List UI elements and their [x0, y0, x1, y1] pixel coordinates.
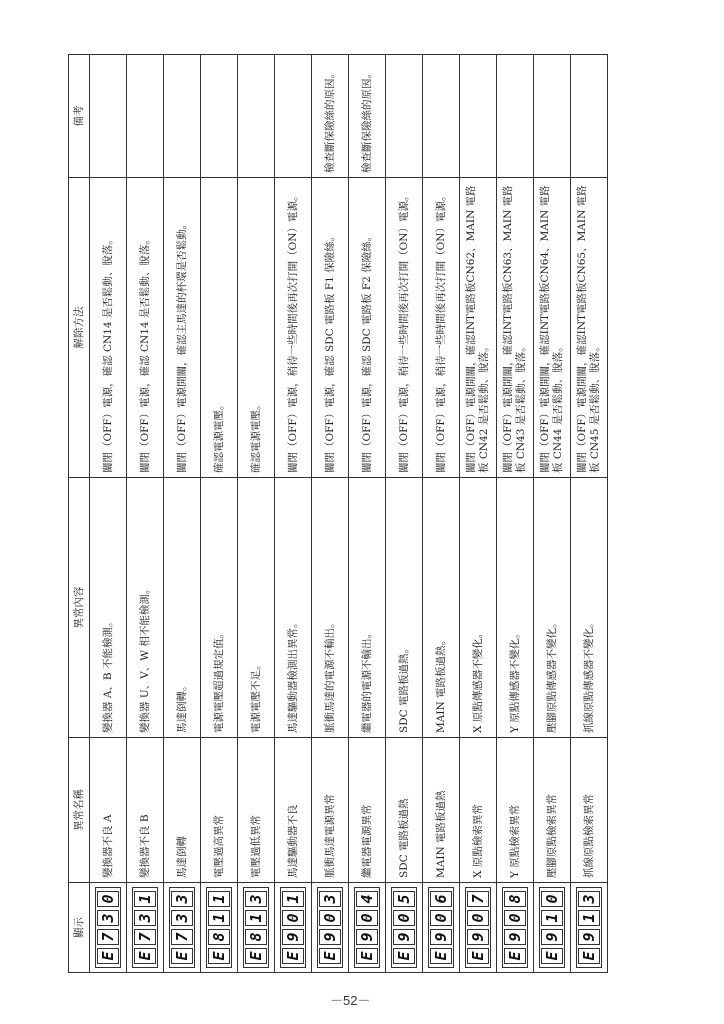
display-code-cell [312, 883, 349, 973]
segment-digit: E [356, 948, 378, 964]
page-frame [68, 55, 608, 973]
solution-cell: 關閉（OFF）電源，確認 CN14 是否鬆動、脫落。 [127, 178, 164, 478]
display-code-cell [423, 883, 460, 973]
segment-digit: 3 [171, 891, 193, 907]
segment-digit: E [208, 948, 230, 964]
error-content-cell: 脈衝馬達的電源不輸出。 [312, 478, 349, 738]
segment-digit: 9 [504, 929, 526, 945]
remark-cell [201, 55, 238, 178]
segment-digit: 9 [282, 929, 304, 945]
error-content-cell: 馬達驅動器檢測出異常。 [275, 478, 312, 738]
display-code-cell [460, 883, 497, 973]
segment-digit: 5 [393, 891, 415, 907]
segment-digit: E [319, 948, 341, 964]
seven-segment-display [391, 887, 417, 968]
seven-segment-display [317, 887, 343, 968]
header-content: 異常內容 [69, 478, 90, 738]
segment-digit: 7 [171, 929, 193, 945]
error-code-table [68, 54, 608, 973]
solution-cell: 關閉（OFF）電源，確認 SDC 電路板 F1 保險絲。 [312, 178, 349, 478]
display-code-cell [534, 883, 571, 973]
error-name-cell: 馬達驅動器不良 [275, 738, 312, 883]
solution-cell: 關閉（OFF）電源，稍待一些時間後再次打開（ON）電源。 [423, 178, 460, 478]
error-content-cell: 電源電壓超過規定值。 [201, 478, 238, 738]
error-content-cell: 壓腳原點傳感器不變化。 [534, 478, 571, 738]
header-solution: 解除方法 [69, 178, 90, 478]
segment-digit: 1 [541, 910, 563, 926]
solution-cell: 關閉（OFF）電源開關，確認INT電路板CN65、MAIN 電路板 CN45 是否鬆動、脫落。 [571, 178, 608, 478]
table-row [201, 55, 238, 973]
table-row [534, 55, 571, 973]
display-code-cell [275, 883, 312, 973]
segment-digit: 0 [319, 910, 341, 926]
display-code-cell [201, 883, 238, 973]
table-row [386, 55, 423, 973]
remark-cell [534, 55, 571, 178]
error-name-cell: 電壓過高異常 [201, 738, 238, 883]
display-code-cell [238, 883, 275, 973]
display-code-cell [127, 883, 164, 973]
seven-segment-display [243, 887, 269, 968]
seven-segment-display [280, 887, 306, 968]
table-row [127, 55, 164, 973]
table-header-row [69, 55, 90, 973]
table-body [90, 55, 608, 973]
page-number: －52－ [330, 993, 371, 1008]
table-row [312, 55, 349, 973]
error-content-cell: SDC 電路板過熱。 [386, 478, 423, 738]
seven-segment-display [465, 887, 491, 968]
header-name: 異常名稱 [69, 738, 90, 883]
segment-digit: E [430, 948, 452, 964]
segment-digit: 0 [430, 910, 452, 926]
segment-digit: 1 [208, 891, 230, 907]
error-content-cell: 抓線原點傳感器不變化。 [571, 478, 608, 738]
error-name-cell: Y 原點檢索異常 [497, 738, 534, 883]
remark-cell [127, 55, 164, 178]
seven-segment-display [502, 887, 528, 968]
segment-digit: 9 [356, 929, 378, 945]
seven-segment-display [576, 887, 602, 968]
segment-digit: 0 [467, 910, 489, 926]
solution-cell: 關閉（OFF）電源開關，確認主馬達的杯環是否鬆動。 [164, 178, 201, 478]
display-code-cell [349, 883, 386, 973]
segment-digit: E [467, 948, 489, 964]
remark-cell [275, 55, 312, 178]
error-content-cell: 馬達倒轉。 [164, 478, 201, 738]
seven-segment-display [539, 887, 565, 968]
rotated-table-wrapper [68, 55, 608, 973]
segment-digit: 8 [208, 929, 230, 945]
segment-digit: 7 [97, 929, 119, 945]
solution-cell: 關閉（OFF）電源，稍待一些時間後再次打開（ON）電源。 [275, 178, 312, 478]
remark-cell [497, 55, 534, 178]
display-code-cell [497, 883, 534, 973]
error-name-cell: 壓腳原點檢索異常 [534, 738, 571, 883]
error-content-cell: 電源電壓不足。 [238, 478, 275, 738]
solution-cell: 關閉（OFF）電源，確認 SDC 電路板 F2 保險絲。 [349, 178, 386, 478]
seven-segment-display [206, 887, 232, 968]
segment-digit: 1 [134, 891, 156, 907]
segment-digit: 3 [134, 910, 156, 926]
remark-cell [238, 55, 275, 178]
table-row [164, 55, 201, 973]
segment-digit: 0 [282, 910, 304, 926]
remark-cell [460, 55, 497, 178]
table-row [275, 55, 312, 973]
segment-digit: 0 [97, 891, 119, 907]
solution-cell: 關閉（OFF）電源，稍待一些時間後再次打開（ON）電源。 [386, 178, 423, 478]
segment-digit: E [504, 948, 526, 964]
remark-cell [386, 55, 423, 178]
remark-cell: 檢查斷保險絲的原因。 [349, 55, 386, 178]
error-content-cell: Y 原點傳感器不變化。 [497, 478, 534, 738]
error-content-cell: X 原點傳感器不變化。 [460, 478, 497, 738]
error-name-cell: 抓線原點檢索異常 [571, 738, 608, 883]
segment-digit: 1 [208, 910, 230, 926]
remark-cell [423, 55, 460, 178]
error-name-cell: SDC 電路板過熱 [386, 738, 423, 883]
error-name-cell: X 原點檢索異常 [460, 738, 497, 883]
error-content-cell: MAIN 電路板過熱。 [423, 478, 460, 738]
segment-digit: 4 [356, 891, 378, 907]
table-row [238, 55, 275, 973]
segment-digit: 7 [467, 891, 489, 907]
error-content-cell: 變換器 A、B 不能檢測。 [90, 478, 127, 738]
solution-cell: 關閉（OFF）電源開關，確認INT電路板CN63、MAIN 電路板 CN43 是否鬆動、脫落。 [497, 178, 534, 478]
solution-cell: 確認電源電壓。 [238, 178, 275, 478]
display-code-cell [164, 883, 201, 973]
segment-digit: 1 [245, 910, 267, 926]
solution-cell: 確認電源電壓。 [201, 178, 238, 478]
seven-segment-display [132, 887, 158, 968]
error-name-cell: 脈衝馬達電源異常 [312, 738, 349, 883]
error-name-cell: 馬達倒轉 [164, 738, 201, 883]
segment-digit: 3 [171, 910, 193, 926]
segment-digit: 9 [393, 929, 415, 945]
seven-segment-display [354, 887, 380, 968]
error-content-cell: 繼電器的電源不輸出。 [349, 478, 386, 738]
remark-cell [90, 55, 127, 178]
segment-digit: 0 [504, 910, 526, 926]
remark-cell [571, 55, 608, 178]
seven-segment-display [428, 887, 454, 968]
segment-digit: 1 [578, 910, 600, 926]
segment-digit: 0 [541, 891, 563, 907]
error-name-cell: 變換器不良 B [127, 738, 164, 883]
segment-digit: 9 [319, 929, 341, 945]
solution-cell: 關閉（OFF）電源，確認 CN14 是否鬆動、脫落。 [90, 178, 127, 478]
error-name-cell: 繼電器電源異常 [349, 738, 386, 883]
solution-cell: 關閉（OFF）電源開關，確認INT電路板CN64、MAIN 電路板 CN44 是否鬆動、脫落。 [534, 178, 571, 478]
display-code-cell [90, 883, 127, 973]
table-row [571, 55, 608, 973]
segment-digit: E [97, 948, 119, 964]
seven-segment-display [95, 887, 121, 968]
segment-digit: E [171, 948, 193, 964]
solution-cell: 關閉（OFF）電源開關，確認INT電路板CN62、MAIN 電路板 CN42 是否鬆動、脫落。 [460, 178, 497, 478]
segment-digit: 3 [245, 891, 267, 907]
error-name-cell: 電壓過低異常 [238, 738, 275, 883]
display-code-cell [571, 883, 608, 973]
table-row [90, 55, 127, 973]
table-row [349, 55, 386, 973]
segment-digit: E [282, 948, 304, 964]
segment-digit: E [393, 948, 415, 964]
error-content-cell: 變換器 U、V、W 相不能檢測。 [127, 478, 164, 738]
segment-digit: 0 [356, 910, 378, 926]
header-display: 顯示 [69, 883, 90, 973]
segment-digit: 7 [134, 929, 156, 945]
remark-cell: 檢查斷保險絲的原因。 [312, 55, 349, 178]
error-name-cell: MAIN 電路板過熱 [423, 738, 460, 883]
segment-digit: E [245, 948, 267, 964]
segment-digit: 9 [467, 929, 489, 945]
segment-digit: E [541, 948, 563, 964]
segment-digit: 9 [541, 929, 563, 945]
segment-digit: 6 [430, 891, 452, 907]
remark-cell [164, 55, 201, 178]
display-code-cell [386, 883, 423, 973]
header-remark: 備考 [69, 55, 90, 178]
segment-digit: E [578, 948, 600, 964]
segment-digit: E [134, 948, 156, 964]
seven-segment-display [169, 887, 195, 968]
table-row [460, 55, 497, 973]
segment-digit: 8 [245, 929, 267, 945]
table-row [423, 55, 460, 973]
table-row [497, 55, 534, 973]
segment-digit: 9 [578, 929, 600, 945]
segment-digit: 3 [97, 910, 119, 926]
segment-digit: 0 [393, 910, 415, 926]
segment-digit: 8 [504, 891, 526, 907]
segment-digit: 3 [319, 891, 341, 907]
error-name-cell: 變換器不良 A [90, 738, 127, 883]
segment-digit: 3 [578, 891, 600, 907]
segment-digit: 9 [430, 929, 452, 945]
segment-digit: 1 [282, 891, 304, 907]
